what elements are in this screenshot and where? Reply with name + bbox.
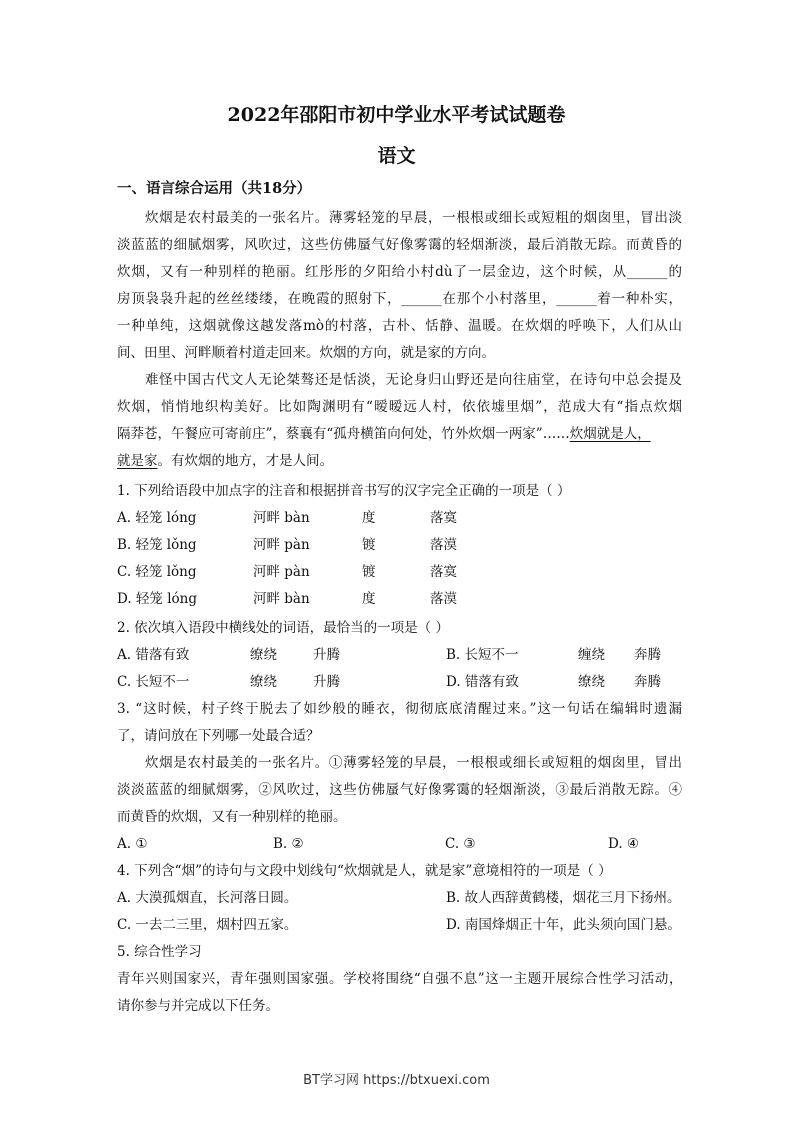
option-text: B. ② [273,836,304,852]
option-text: 河畔 pàn [253,564,310,580]
option-text: D. ④ [608,836,640,852]
passage-line: 一种单纯，这烟就像这越发落mò的村落，古朴、恬静、温暖。在炊烟的呼唤下，人们从山 [117,318,682,334]
option-text: 落漠 [430,537,457,553]
option-text: 镀 [362,564,376,580]
option-text: 镀 [362,537,376,553]
option-text: 河畔 bàn [253,510,310,526]
q1-option-a [117,505,682,532]
q4-stem: 4. 下列含“烟”的诗句与文段中划线句“炊烟就是人，就是家”意境相符的一项是（ ） [117,863,612,879]
passage-line: 炊烟是农村最美的一张名片。薄雾轻笼的早晨，一根根或细长或短粗的烟囱里，冒出淡 [145,210,682,226]
subject-title: 语文 [377,145,416,167]
option-text: 度 [362,591,376,607]
passage-line [117,448,682,475]
q2-options-row [117,642,682,669]
option-text: D. 南国烽烟正十年，此头须向国门悬。 [446,917,681,933]
option-text: C. 长短不一 [117,674,190,690]
option-text: 河畔 pàn [253,537,310,553]
option-text: 落寞 [430,510,457,526]
passage-line: 炊烟，又有一种别样的艳丽。红彤彤的夕阳给小村dù了一层金边，这个时候，从______的 [117,264,682,280]
option-text: 河畔 bàn [253,591,310,607]
option-text: 度 [362,510,376,526]
passage-line [117,421,682,448]
q1-option-d [117,586,682,613]
footer-watermark: BT学习网 https://btxuexi.com [303,1073,490,1088]
passage-line: 炊烟，悄悄地织构美好。比如陶渊明有“暧暧远人村，依依墟里烟”，范成大有“指点炊烟 [117,399,682,415]
q1-stem: 1. 下列给语段中加点字的注音和根据拼音书写的汉字完全正确的一项是（ ） [117,483,571,499]
q2-options-row [117,669,682,696]
passage-line: 间、田里、河畔顺着村道走回来。炊烟的方向，就是家的方向。 [117,345,495,361]
option-text: 升腾 [313,647,340,663]
q3-stem: 了，请问放在下列哪一处最合适？ [117,728,320,744]
q3-stem: 3. “这时候，村子终于脱去了如纱般的睡衣，彻彻底底清醒过来。”这一句话在编辑时遗漏 [117,701,682,717]
q5-text: 请你参与并完成以下任务。 [117,998,279,1014]
option-text: C. 轻笼 lǒng [117,564,197,580]
passage-text: 。有炊烟的地方，才是人间。 [157,453,333,469]
option-text: A. 错落有致 [117,647,190,663]
q5-text: 青年兴则国家兴，青年强则国家强。学校将围绕“自强不息”这一主题开展综合性学习活动， [117,971,682,987]
underlined-sentence: 炊烟就是人， [569,426,651,442]
q3-passage: 炊烟是农村最美的一张名片。①薄雾轻笼的早晨，一根根或细长或短粗的烟囱里，冒出 [145,755,682,771]
q3-passage: 而黄昏的炊烟，又有一种别样的艳丽。 [117,809,347,825]
option-text: C. ③ [445,836,476,852]
option-text: 升腾 [313,674,340,690]
option-text: D. 错落有致 [446,674,519,690]
option-text: 缠绕 [578,647,605,663]
option-text: 缭绕 [250,674,277,690]
q5-stem: 5. 综合性学习 [117,944,202,960]
option-text: D. 轻笼 lóng [117,591,197,607]
q1-option-b [117,532,682,559]
passage-text: 隔莽苍，午餐应可寄前庄”，蔡襄有“孤舟横笛向何处，竹外炊烟一两家”…… [117,426,570,442]
passage-line: 淡蓝蓝的细腻烟雾，风吹过，这些仿佛蜃气好像雾霭的轻烟渐淡，最后消散无踪。而黄昏的 [117,237,682,253]
option-text: A. 轻笼 lóng [117,510,197,526]
q3-passage: 淡淡蓝蓝的细腻烟雾，②风吹过，这些仿佛蜃气好像雾霭的轻烟渐淡，③最后消散无踪。④ [117,782,682,798]
q3-options-row [117,831,682,858]
option-text: A. 大漠孤烟直，长河落日圆。 [117,890,298,906]
option-text: 奔腾 [634,647,661,663]
option-text: 落漠 [430,591,457,607]
q1-option-c [117,559,682,586]
option-text: B. 长短不一 [446,647,519,663]
passage-line: 房顶袅袅升起的丝丝缕缕，在晚霞的照射下，______在那个小村落里，______着一种朴实， [117,291,682,307]
option-text: 奔腾 [634,674,661,690]
option-text: 缭绕 [250,647,277,663]
option-text: B. 轻笼 lǒng [117,537,197,553]
option-text: C. 一去二三里，烟村四五家。 [117,917,298,933]
passage-line: 难怪中国古代文人无论桀骜还是恬淡，无论身归山野还是向往庙堂，在诗句中总会提及 [145,372,682,388]
option-text: A. ① [117,836,148,852]
option-text: B. 故人西辞黄鹤楼，烟花三月下扬州。 [446,890,681,906]
option-text: 落寞 [430,564,457,580]
q2-stem: 2. 依次填入语段中横线处的词语，最恰当的一项是（ ） [117,620,449,636]
q4-options-row [117,885,682,912]
q4-options-row [117,912,682,939]
exam-title: 2022年邵阳市初中学业水平考试试题卷 [227,104,566,126]
underlined-sentence: 就是家 [117,453,158,469]
option-text: 缭绕 [578,674,605,690]
section-heading: 一、语言综合运用（共18分） [117,180,312,197]
